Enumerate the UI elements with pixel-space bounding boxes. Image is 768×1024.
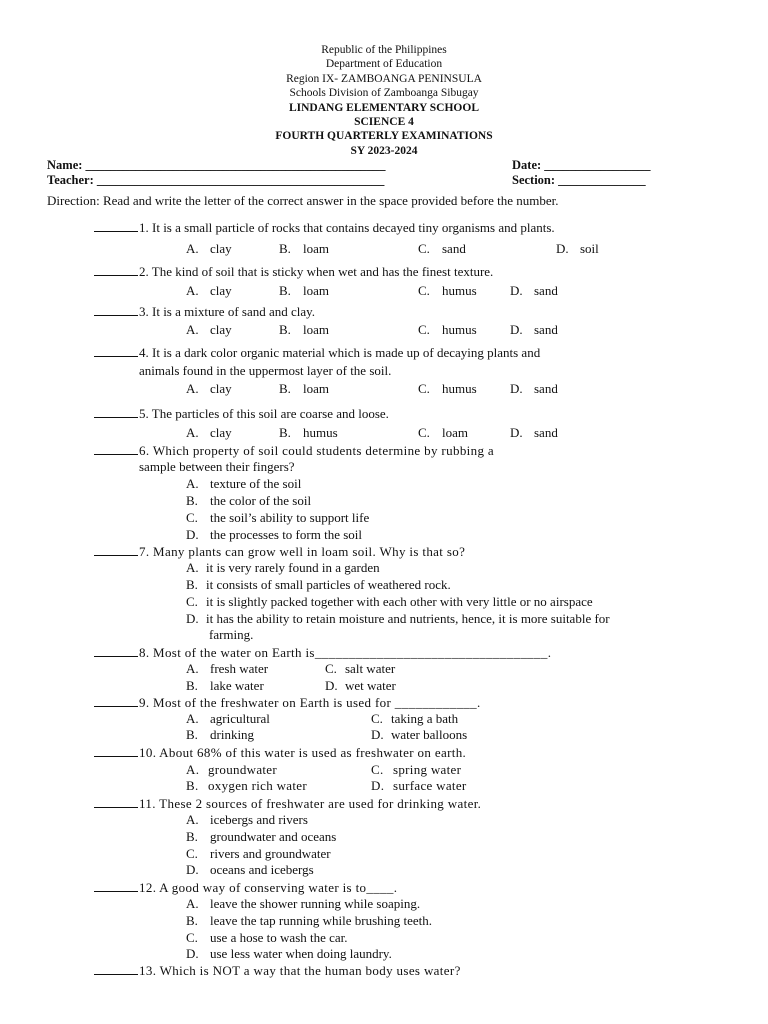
option-a: A. it is very rarely found in a garden (186, 560, 380, 575)
question-2 (94, 263, 493, 280)
question-11 (94, 795, 481, 812)
option-d: D. it has the ability to retain moisture and nutrients, hence, it is more suitable for (186, 611, 610, 626)
name-field[interactable]: Name: ________________________________________________ (47, 158, 386, 172)
answer-blank[interactable] (94, 304, 138, 316)
option-b: B. it consists of small particles of weathered rock. (186, 577, 451, 592)
option-d: D. soil (556, 241, 599, 256)
question-text: 3. It is a mixture of sand and clay. (139, 304, 316, 319)
question-text: 11. These 2 sources of freshwater are used for drinking water. (139, 796, 482, 811)
option-d: D. the processes to form the soil (186, 527, 362, 542)
question-6-continued: sample between their fingers? (139, 459, 295, 474)
option-c: C. use a hose to wash the car. (186, 930, 348, 945)
option-d-continued: farming. (209, 627, 254, 642)
option-d: D. sand (510, 283, 558, 298)
option-a: A. clay (186, 322, 232, 337)
question-4-continued: animals found in the uppermost layer of the soil. (139, 363, 392, 378)
question-text: 7. Many plants can grow well in loam soil. Why is that so? (139, 544, 466, 559)
option-b: B. the color of the soil (186, 493, 312, 508)
option-c: C. rivers and groundwater (186, 846, 331, 861)
option-b: B. lake water (186, 678, 264, 693)
answer-blank[interactable] (94, 796, 138, 808)
student-info-fields (47, 158, 727, 188)
directions-text: Direction: Read and write the letter of the correct answer in the space provided before the number. (47, 193, 559, 208)
option-d: D. water balloons (371, 727, 468, 742)
answer-blank[interactable] (94, 544, 138, 556)
option-c: C. loam (418, 425, 468, 440)
option-d: D. wet water (325, 678, 396, 693)
option-a: A. fresh water (186, 661, 269, 676)
option-a: A. clay (186, 381, 232, 396)
question-text: 2. The kind of soil that is sticky when wet and has the finest texture. (139, 264, 494, 279)
answer-blank[interactable] (94, 264, 138, 276)
option-b: B. loam (279, 241, 329, 256)
option-b: B. humus (279, 425, 338, 440)
option-c: C. humus (418, 381, 477, 396)
question-text: 5. The particles of this soil are coarse and loose. (139, 406, 389, 421)
option-b: B. loam (279, 381, 329, 396)
option-c: C. it is slightly packed together with each other with very little or no airspace (186, 594, 593, 609)
teacher-field[interactable]: Teacher: ______________________________________________ (47, 173, 385, 187)
header-division: Schools Division of Zamboanga Sibugay (289, 87, 479, 100)
option-d: D. oceans and icebergs (186, 862, 314, 877)
option-d: D. use less water when doing laundry. (186, 946, 392, 961)
header-exam: FOURTH QUARTERLY EXAMINATIONS (275, 130, 493, 143)
option-a: A. clay (186, 425, 232, 440)
header-subject: SCIENCE 4 (354, 116, 414, 129)
option-b: B. oxygen rich water (186, 778, 307, 793)
answer-blank[interactable] (94, 645, 138, 657)
header-school: LINDANG ELEMENTARY SCHOOL (288, 101, 479, 114)
date-field[interactable]: Date: _________________ (512, 158, 651, 172)
option-d: D. surface water (371, 778, 467, 793)
header-department: Department of Education (325, 58, 443, 71)
option-c: C. humus (418, 322, 477, 337)
option-c: C. sand (418, 241, 466, 256)
answer-blank[interactable] (94, 406, 138, 418)
section-field[interactable]: Section: ______________ (512, 173, 646, 187)
option-d: D. sand (510, 322, 558, 337)
option-a: A. clay (186, 283, 232, 298)
question-text: 9. Most of the freshwater on Earth is used for ____________. (139, 695, 481, 710)
question-text: 1. It is a small particle of rocks that contains decayed tiny organisms and plants. (139, 220, 555, 235)
question-10 (94, 744, 466, 761)
option-c: C. spring water (371, 762, 462, 777)
answer-blank[interactable] (94, 745, 138, 757)
question-12 (94, 879, 397, 896)
question-text: 8. Most of the water on Earth is__________________________________. (139, 645, 552, 660)
question-text: 6. Which property of soil could students determine by rubbing a (139, 443, 495, 458)
option-c: C. the soil’s ability to support life (186, 510, 370, 525)
option-b: B. drinking (186, 727, 255, 742)
question-8 (94, 644, 551, 661)
question-text: 10. About 68% of this water is used as freshwater on earth. (139, 745, 467, 760)
option-a: A. leave the shower running while soaping. (186, 896, 421, 911)
question-13 (94, 962, 461, 979)
answer-blank[interactable] (94, 880, 138, 892)
option-b: B. loam (279, 283, 329, 298)
answer-blank[interactable] (94, 220, 138, 232)
exam-header (0, 43, 768, 158)
question-4 (94, 344, 540, 361)
option-c: C. taking a bath (371, 711, 459, 726)
option-a: A. icebergs and rivers (186, 812, 308, 827)
question-1 (94, 219, 555, 236)
option-b: B. loam (279, 322, 329, 337)
answer-blank[interactable] (94, 345, 138, 357)
question-9 (94, 694, 481, 711)
option-a: A. groundwater (186, 762, 277, 777)
question-3 (94, 303, 315, 320)
option-b: B. groundwater and oceans (186, 829, 337, 844)
option-d: D. sand (510, 425, 558, 440)
option-c: C. salt water (325, 661, 396, 676)
question-6 (94, 442, 494, 459)
question-5 (94, 405, 389, 422)
header-sy: SY 2023-2024 (350, 144, 418, 157)
option-b: B. leave the tap running while brushing teeth. (186, 913, 433, 928)
question-text: 4. It is a dark color organic material which is made up of decaying plants and (139, 345, 541, 360)
answer-blank[interactable] (94, 963, 138, 975)
header-region: Region IX- ZAMBOANGA PENINSULA (286, 72, 482, 85)
option-a: A. agricultural (186, 711, 270, 726)
option-a: A. clay (186, 241, 232, 256)
answer-blank[interactable] (94, 443, 138, 455)
question-7 (94, 543, 465, 560)
option-c: C. humus (418, 283, 477, 298)
option-a: A. texture of the soil (186, 476, 302, 491)
answer-blank[interactable] (94, 695, 138, 707)
question-text: 12. A good way of conserving water is to____. (139, 880, 398, 895)
question-text: 13. Which is NOT a way that the human body uses water? (139, 963, 461, 978)
option-d: D. sand (510, 381, 558, 396)
header-republic: Republic of the Philippines (321, 44, 447, 56)
